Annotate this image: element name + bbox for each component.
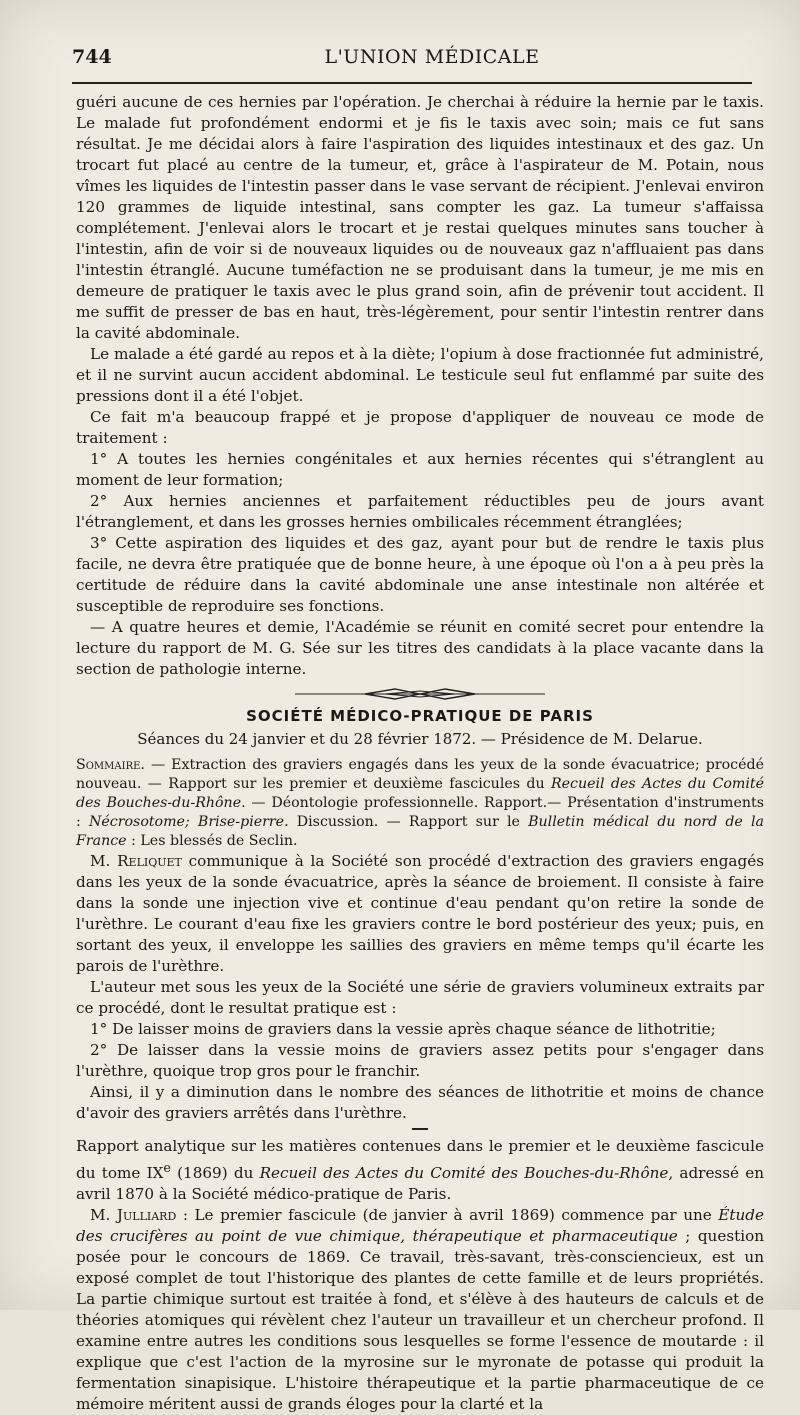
paragraph-text: (1869) du [170,1164,260,1183]
running-head: L'UNION MÉDICALE [324,46,540,68]
paragraph: Ainsi, il y a diminution dans le nombre des séances de lithotritie et moins de chance d'avoir des graviers arrêtés dans l'urèthre. [76,1083,764,1122]
paragraph-text: Rapport analytique sur les matières contenues dans le premier et le deuxième fascicule du tome IX [76,1137,764,1183]
paragraph-text: : Le premier fascicule (de janvier à avril 1869) commence par une [176,1206,719,1225]
paragraph: guéri aucune de ces hernies par l'opération. Je cherchai à réduire la hernie par le taxis. Le malade fut profondément endormi et je fis le taxis avec soin; mais ce fut sans résultat. Je me décidai alors à faire l'aspiration des liquides intestinaux et des gaz. Un trocart fut placé au centre de la tumeur, et, grâce à l'aspirateur de M. Potain, nous vîmes les liquides de l'intestin passer dans le vase servant de récipient. J'enlevai environ 120 grammes de liquide intestinal, sans compter les gaz. La tumeur s'affaissa complétement. J'enlevai alors le trocart et je restai quelques minutes sans toucher à l'intestin, afin de voir si de nouveaux liquides ou de nouveaux gaz n'affluaient pas dans l'intestin étranglé. Aucune tuméfaction ne se produisant dans la tumeur, je me mis en demeure de pratiquer le taxis avec le plus grand soin, afin de prévenir tout accident. Il me suffit de presser de bas en haut, très-légèrement, pour sentir l'intestin rentrer dans la cavité abdominale. [76,93,764,342]
summary-text: : Les blessés de Seclin. [126,833,298,849]
paragraph [76,1136,764,1205]
short-rule [412,1128,428,1130]
summary [76,756,764,851]
list-item: 2° Aux hernies anciennes et parfaitement réductibles peu de jours avant l'étranglement, et dans les grosses hernies ombilicales récemment étranglées; [76,492,764,531]
section-sessions: Séances du 24 janvier et du 28 février 1872. — Présidence de M. Delarue. [137,730,703,748]
summary-text: — Extraction des graviers engagés dans les yeux de la sonde évacuatrice; procédé nouveau. — Rapport sur les premier et deuxième fascicules du [76,757,764,792]
header-rule [72,82,752,84]
section-title: SOCIÉTÉ MÉDICO-PRATIQUE DE PARIS [246,707,594,725]
paragraph-text: communique à la Société son procédé d'extraction des graviers engagés dans les yeux de la sonde évacuatrice, après la séance de broiement. Il consiste à faire dans la sonde une injection vive et continue d'eau pendant qu'on retire la sonde de l'urèthre. Le courant d'eau fixe les graviers contre le bord postérieur des yeux; puis, en sortant des yeux, il enveloppe les saillies des graviers en même temps qu'il écarte les parois de l'urèthre. [76,852,764,975]
paragraph: — A quatre heures et demie, l'Académie se réunit en comité secret pour entendre la lecture du rapport de M. G. Sée sur les titres des candidats à la place vacante dans la section de pathologie interne. [76,618,764,678]
paragraph-text: ; question posée pour le concours de 1869. Ce travail, très-savant, très-consciencieux, est un exposé complet de tout l'historique des plantes de cette famille et de leurs propriétés. La partie chimique surtout est traitée à fond, et s'élève à des hauteurs de calculs et de théories atomiques qui révèlent chez l'auteur un travailleur et un chercheur profond. Il examine entre autres les conditions sous lesquelles se forme l'essence de moutarde : il explique que c'est l'action de la myrosine sur le myronate de potasse qui produit la fermentation sinapisique. L'histoire thérapeutique et la partie pharmaceutique de ce mémoire méritent aussi de grands éloges pour la clarté et la [76,1227,764,1414]
body-text [76,92,764,1415]
ornament-divider [76,686,764,702]
summary-title: Nécrosotome; Brise-pierre. [88,814,289,830]
list-item: 1° A toutes les hernies congénitales et aux hernies récentes qui s'étranglent au moment de leur formation; [76,450,764,489]
list-item: 2° De laisser dans la vessie moins de graviers assez petits pour s'engager dans l'urèthre, quoique trop gros pour le franchir. [76,1041,764,1080]
publication-title: Recueil des Actes du Comité des Bouches-du-Rhône [259,1164,669,1183]
paragraph: Ce fait m'a beaucoup frappé et je propose d'appliquer de nouveau ce mode de traitement : [76,408,764,447]
summary-title: Bulletin médical du nord de la France [76,814,764,849]
list-item: 3° Cette aspiration des liquides et des gaz, ayant pour but de rendre le taxis plus facile, ne devra être pratiquée que de bonne heure, à une époque où l'on a à peu près la certitude de réduire dans la cavité abdominale une anse intestinale non altérée et susceptible de reproduire ses fonctions. [76,534,764,615]
summary-text: . — Déontologie professionnelle. Rapport.— Présentation d'instruments : [76,795,764,830]
summary-text: Discussion. — Rapport sur le [288,814,529,830]
work-title: Étude des crucifères au point de vue chimique, thérapeutique et pharmaceutique [76,1206,764,1246]
list-item: 1° De laisser moins de graviers dans la vessie après chaque séance de lithotritie; [90,1020,716,1038]
paragraph: L'auteur met sous les yeux de la Société une série de graviers volumineux extraits par ce procédé, dont le resultat pratique est : [76,978,764,1017]
page-header [72,46,752,76]
summary-title: Recueil des Actes du Comité des Bouches-du-Rhône [76,776,764,811]
paragraph: Le malade a été gardé au repos et à la diète; l'opium à dose fractionnée fut administré, et il ne survint aucun accident abdominal. Le testicule seul fut enflammé par suite des pressions dont il a été l'objet. [76,345,764,405]
summary-label: Sommaire. [76,757,145,773]
paragraph [76,1205,764,1415]
speaker-name: M. Reliquet [90,852,182,870]
superscript: e [163,1160,171,1175]
paragraph [76,851,764,977]
page-number: 744 [72,46,112,68]
speaker-name: M. Julliard [90,1206,177,1225]
paragraph-text: , adressé en avril 1870 à la Société médico-pratique de Paris. [76,1164,764,1204]
